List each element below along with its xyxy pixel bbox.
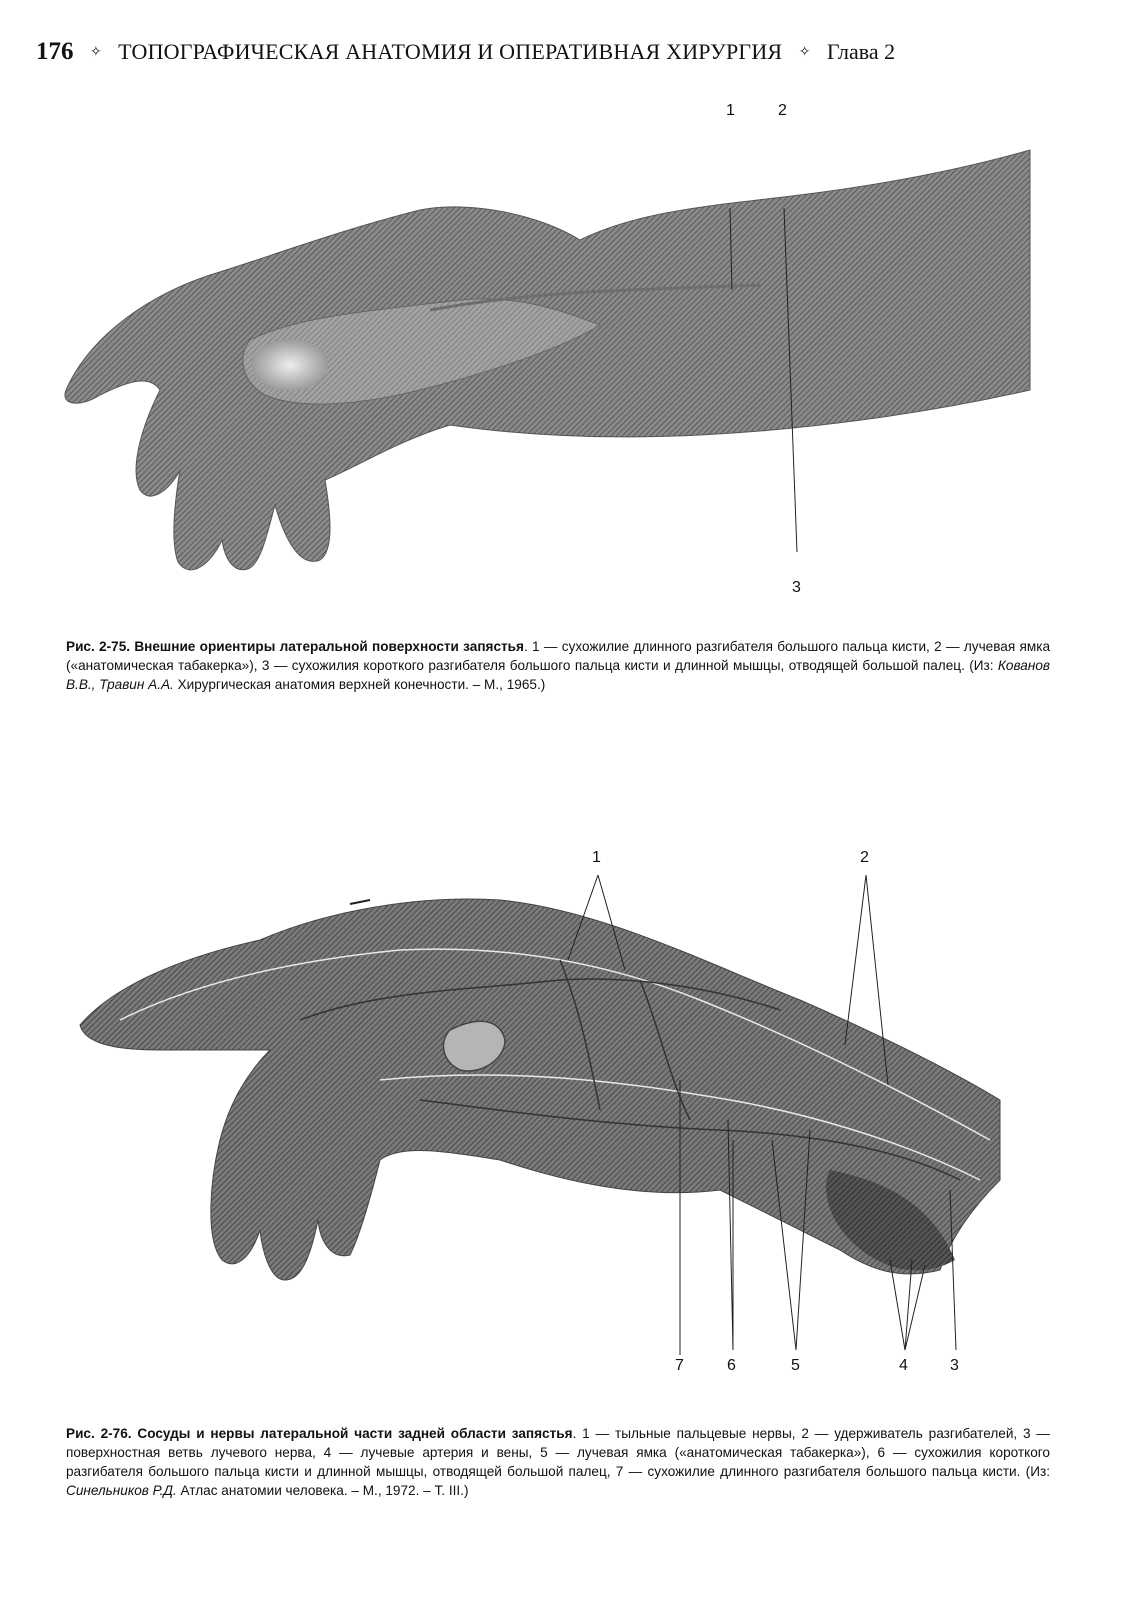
figure-2-label-4: 4	[899, 1357, 908, 1374]
caption-authors: Кованов В.В., Травин А.А.	[66, 658, 1050, 692]
caption-text: . 1 — сухожилие длинного разгибателя большого пальца кисти, 2 — лучевая ямка («анатомическая табакерка»), 3 — сухожилия короткого разгибателя большого пальца кисти и длинной мышцы, отводящей большой палец. (Из:	[66, 639, 1050, 673]
figure-2-caption	[66, 1424, 1050, 1500]
caption-source: Атлас анатомии человека. – М., 1972. – Т. III.)	[176, 1483, 469, 1498]
figure-2-label-1: 1	[592, 849, 601, 866]
hand-silhouette	[65, 150, 1030, 570]
figure-2-label-3: 3	[950, 1357, 959, 1374]
figure-2-label-7: 7	[675, 1357, 684, 1374]
running-header	[36, 38, 1096, 70]
diamond-separator-icon: ✧	[798, 44, 811, 60]
figure-2-label-2: 2	[860, 849, 869, 866]
diamond-separator-icon: ✧	[89, 44, 102, 60]
caption-source: Хирургическая анатомия верхней конечности. – М., 1965.)	[173, 677, 546, 692]
figure-2-label-5: 5	[791, 1357, 800, 1374]
wrist-vessels-nerves-illustration	[0, 840, 1126, 1380]
figure-2-76	[0, 840, 1126, 1380]
caption-title: Рис. 2-76. Сосуды и нервы латеральной части задней области запястья	[66, 1426, 573, 1441]
chapter-label: Глава 2	[826, 39, 896, 64]
caption-authors: Синельников Р.Д.	[66, 1483, 177, 1498]
page-number: 176	[36, 38, 74, 65]
caption-text: . 1 — тыльные пальцевые нервы, 2 — удерживатель разгибателей, 3 — поверхностная ветвь лучевого нерва, 4 — лучевые артерия и вены, 5 — лучевая ямка («анатомическая табакерка»), 6 — сухожилия короткого разгибателя большого пальца кисти и длинной мышцы, отводящей большой палец, 7 — сухожилие длинного разгибателя большого пальца кисти. (Из:	[66, 1426, 1050, 1479]
figure-1-label-3: 3	[792, 579, 801, 596]
hand-lateral-illustration	[0, 90, 1126, 610]
caption-title: Рис. 2-75. Внешние ориентиры латеральной поверхности запястья	[66, 639, 524, 654]
figure-1-caption	[66, 637, 1050, 694]
figure-1-label-2: 2	[778, 102, 787, 119]
figure-1-label-1: 1	[726, 102, 735, 119]
figure-2-label-6: 6	[727, 1357, 736, 1374]
running-title: ТОПОГРАФИЧЕСКАЯ АНАТОМИЯ И ОПЕРАТИВНАЯ ХИРУРГИЯ	[118, 39, 783, 64]
figure-2-75	[0, 90, 1126, 610]
thumbnail	[252, 339, 328, 391]
